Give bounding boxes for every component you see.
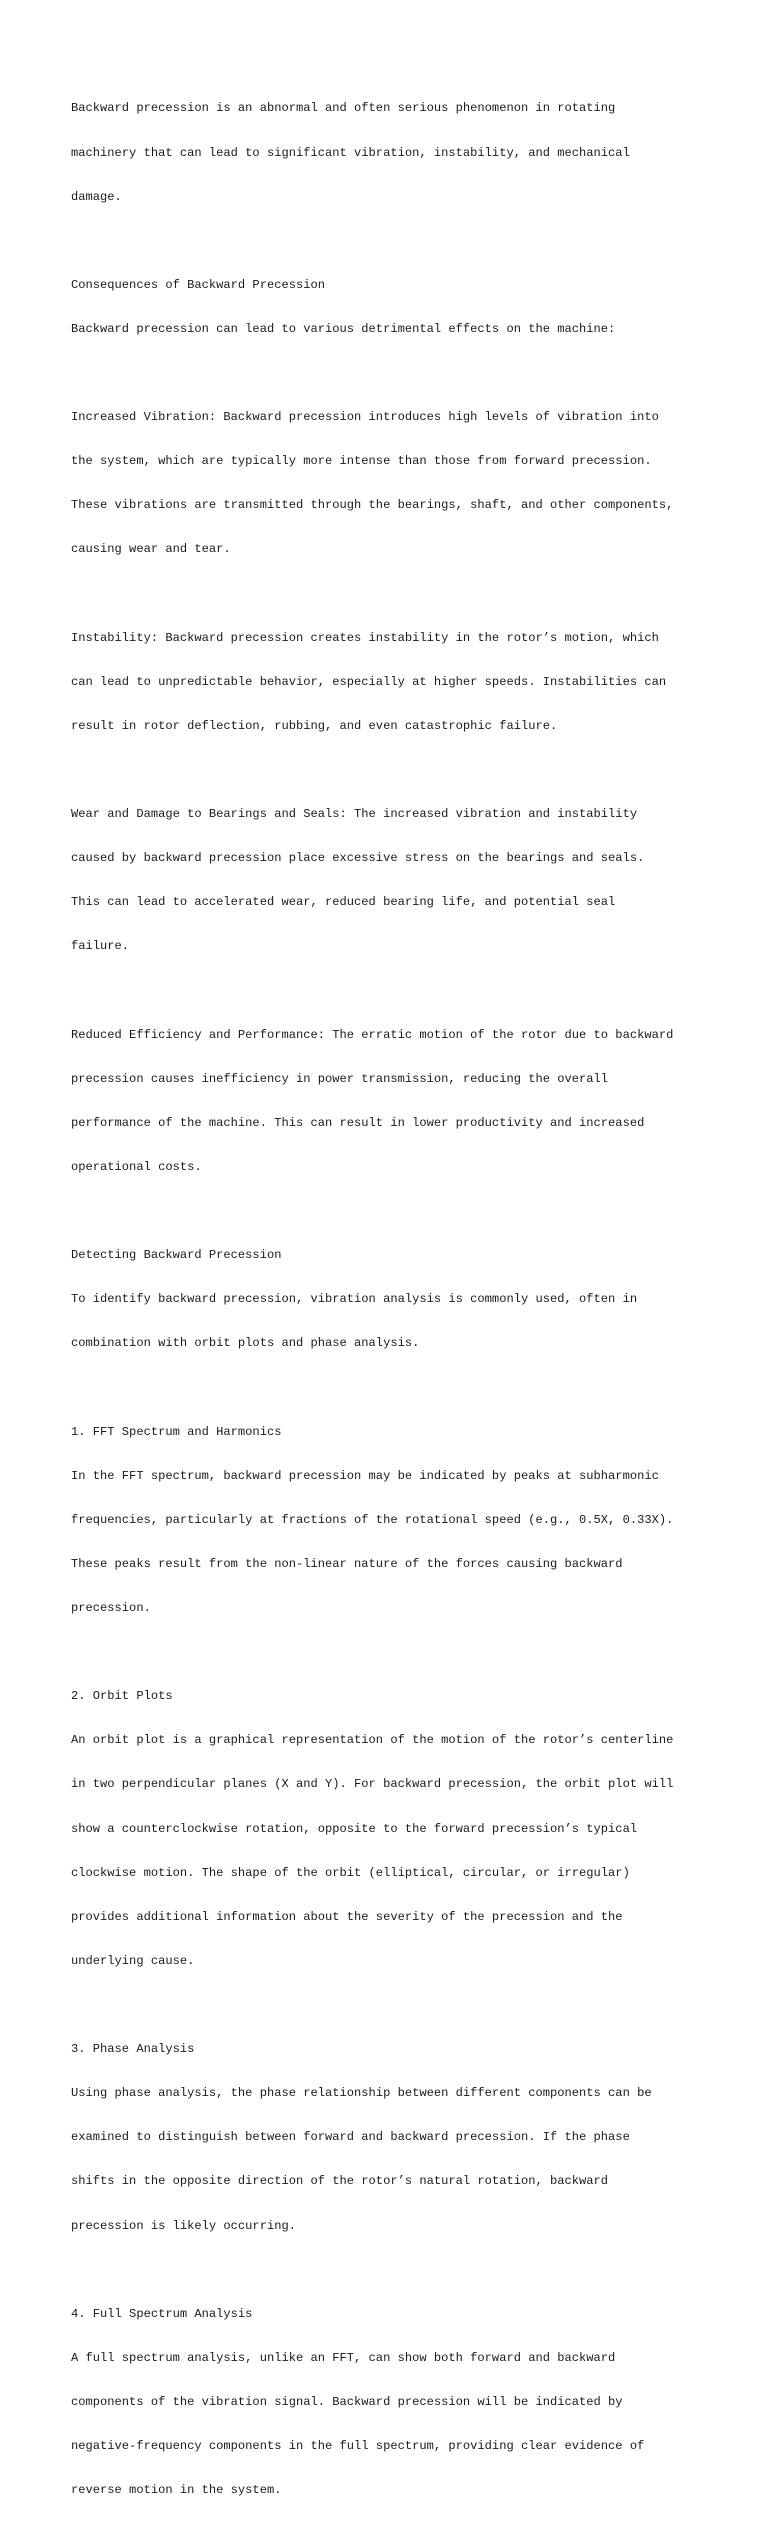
instability-paragraph: [71, 601, 711, 763]
text-line: Reduced Efficiency and Performance: The erratic motion of the rotor due to backward: [71, 1027, 674, 1042]
full-spectrum-section: [71, 2277, 711, 2527]
section-heading: 1. FFT Spectrum and Harmonics: [71, 1424, 282, 1439]
section-heading: 4. Full Spectrum Analysis: [71, 2306, 253, 2321]
text-line: negative-frequency components in the full spectrum, providing clear evidence of: [71, 2439, 645, 2454]
phase-analysis-section: [71, 2013, 711, 2263]
text-line: causing wear and tear.: [71, 542, 231, 557]
text-line: damage.: [71, 189, 122, 204]
text-line: provides additional information about the severity of the precession and the: [71, 1909, 623, 1924]
text-line: examined to distinguish between forward and backward precession. If the phase: [71, 2130, 630, 2145]
text-line: This can lead to accelerated wear, reduced bearing life, and potential seal: [71, 895, 616, 910]
text-line: operational costs.: [71, 1159, 202, 1174]
text-line: Using phase analysis, the phase relationship between different components can be: [71, 2086, 652, 2101]
section-heading: 2. Orbit Plots: [71, 1689, 173, 1704]
text-line: A full spectrum analysis, unlike an FFT, can show both forward and backward: [71, 2350, 616, 2365]
text-line: These vibrations are transmitted through the bearings, shaft, and other components,: [71, 498, 674, 513]
wear-damage-paragraph: [71, 778, 711, 984]
text-line: combination with orbit plots and phase analysis.: [71, 1336, 420, 1351]
document-page: [71, 72, 711, 2542]
text-line: in two perpendicular planes (X and Y). For backward precession, the orbit plot will: [71, 1777, 674, 1792]
text-line: machinery that can lead to significant vibration, instability, and mechanical: [71, 145, 630, 160]
section-heading: 3. Phase Analysis: [71, 2042, 195, 2057]
text-line: clockwise motion. The shape of the orbit (elliptical, circular, or irregular): [71, 1865, 630, 1880]
text-line: precession causes inefficiency in power transmission, reducing the overall: [71, 1071, 609, 1086]
intro-paragraph: [71, 72, 711, 234]
reduced-efficiency-paragraph: [71, 998, 711, 1204]
text-line: precession.: [71, 1601, 151, 1616]
orbit-plots-section: [71, 1660, 711, 1998]
increased-vibration-paragraph: [71, 381, 711, 587]
detecting-section: [71, 1219, 711, 1381]
text-line: shifts in the opposite direction of the rotor’s natural rotation, backward: [71, 2174, 609, 2189]
text-line: An orbit plot is a graphical representation of the motion of the rotor’s centerline: [71, 1733, 674, 1748]
text-line: components of the vibration signal. Backward precession will be indicated by: [71, 2394, 623, 2409]
text-line: Increased Vibration: Backward precession introduces high levels of vibration into: [71, 410, 659, 425]
text-line: the system, which are typically more intense than those from forward precession.: [71, 454, 652, 469]
text-line: caused by backward precession place excessive stress on the bearings and seals.: [71, 851, 645, 866]
text-line: To identify backward precession, vibration analysis is commonly used, often in: [71, 1292, 638, 1307]
text-line: Instability: Backward precession creates instability in the rotor’s motion, which: [71, 630, 659, 645]
text-line: reverse motion in the system.: [71, 2483, 282, 2498]
text-line: show a counterclockwise rotation, opposite to the forward precession’s typical: [71, 1821, 638, 1836]
text-line: Backward precession is an abnormal and often serious phenomenon in rotating: [71, 101, 616, 116]
fft-section: [71, 1395, 711, 1645]
text-line: In the FFT spectrum, backward precession may be indicated by peaks at subharmonic: [71, 1468, 659, 1483]
section-heading: Consequences of Backward Precession: [71, 277, 326, 292]
text-line: performance of the machine. This can result in lower productivity and increased: [71, 1115, 645, 1130]
text-line: frequencies, particularly at fractions of the rotational speed (e.g., 0.5X, 0.33X).: [71, 1512, 674, 1527]
text-line: result in rotor deflection, rubbing, and even catastrophic failure.: [71, 718, 558, 733]
text-line: can lead to unpredictable behavior, especially at higher speeds. Instabilities can: [71, 674, 667, 689]
section-heading: Detecting Backward Precession: [71, 1248, 282, 1263]
text-line: These peaks result from the non-linear nature of the forces causing backward: [71, 1556, 623, 1571]
consequences-section: [71, 248, 711, 366]
text-line: underlying cause.: [71, 1953, 195, 1968]
text-line: Wear and Damage to Bearings and Seals: The increased vibration and instability: [71, 807, 638, 822]
text-line: precession is likely occurring.: [71, 2218, 296, 2233]
text-line: failure.: [71, 939, 130, 954]
text-line: Backward precession can lead to various detrimental effects on the machine:: [71, 321, 616, 336]
